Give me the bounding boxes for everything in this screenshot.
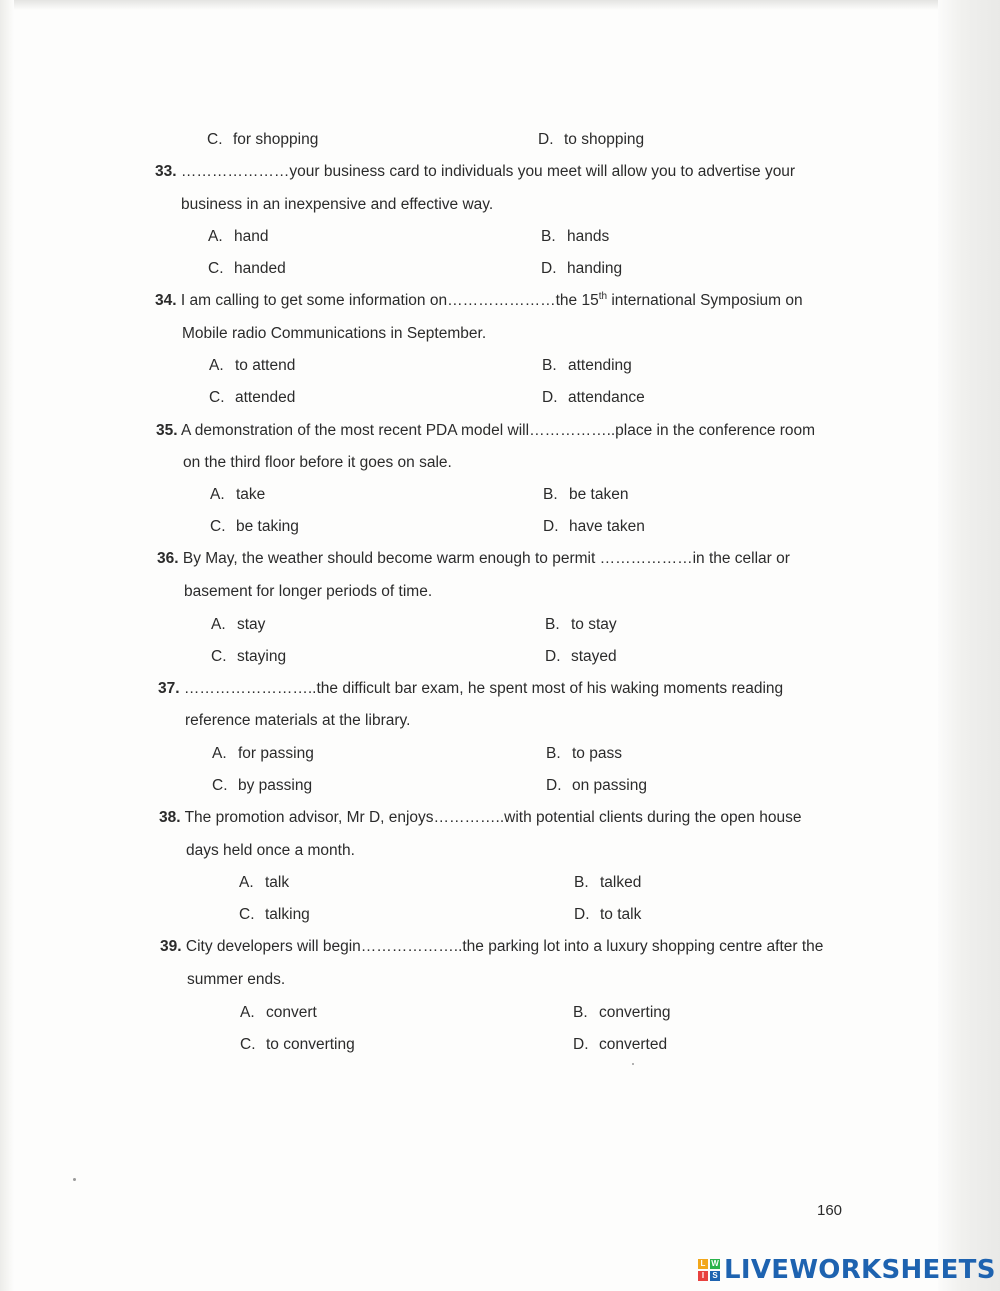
- q37-option-a[interactable]: A. for passing: [212, 745, 314, 762]
- q33-option-d[interactable]: D. handing: [541, 260, 623, 277]
- watermark-text: LIVEWORKSHEETS: [724, 1255, 996, 1285]
- scan-shadow-top: [0, 0, 940, 10]
- q39-stem: 39. City developers will begin………………..the parking lot into a luxury shopping centre after the: [160, 938, 824, 955]
- q37-stem: 37. ……………………..the difficult bar exam, he spent most of his waking moments reading: [158, 680, 784, 697]
- q36-stem-line2: basement for longer periods of time.: [184, 583, 433, 600]
- q38-option-c[interactable]: C. talking: [239, 906, 310, 923]
- q32-option-c[interactable]: C. for shopping: [207, 131, 319, 148]
- q35-option-d[interactable]: D. have taken: [543, 518, 645, 535]
- scan-shadow-left: [0, 0, 14, 1291]
- q34-option-b[interactable]: B. attending: [542, 357, 632, 374]
- q35-option-a[interactable]: A. take: [210, 486, 266, 503]
- liveworksheets-watermark[interactable]: [698, 1255, 996, 1285]
- q35-stem-line2: on the third floor before it goes on sale.: [183, 454, 452, 471]
- scan-speck: [73, 1178, 76, 1181]
- q37-option-c[interactable]: C. by passing: [212, 777, 313, 794]
- q37-option-b[interactable]: B. to pass: [546, 745, 622, 762]
- q38-option-b[interactable]: B. talked: [574, 874, 642, 891]
- q39-option-a[interactable]: A. convert: [240, 1004, 317, 1021]
- q33-stem-line2: business in an inexpensive and effective way.: [181, 196, 494, 213]
- q36-option-b[interactable]: B. to stay: [545, 616, 617, 633]
- q33-stem: 33. …………………your business card to individuals you meet will allow you to advertise your: [155, 163, 796, 180]
- q39-option-d[interactable]: D. converted: [573, 1036, 668, 1053]
- q36-option-d[interactable]: D. stayed: [545, 648, 617, 665]
- q35-option-b[interactable]: B. be taken: [543, 486, 629, 503]
- question-number: 39.: [160, 938, 182, 955]
- logo-cell: L: [698, 1259, 708, 1269]
- q38-stem: 38. The promotion advisor, Mr D, enjoys…………..with potential clients during the open house: [159, 809, 802, 826]
- question-number: 37.: [158, 680, 180, 697]
- q37-stem-line2: reference materials at the library.: [185, 712, 411, 729]
- q36-option-a[interactable]: A. stay: [211, 616, 266, 633]
- question-number: 36.: [157, 550, 179, 567]
- q33-option-c[interactable]: C. handed: [208, 260, 286, 277]
- question-number: 35.: [156, 422, 178, 439]
- q35-stem: 35. A demonstration of the most recent PDA model will……………..place in the conference room: [156, 422, 816, 439]
- page-number: 160: [817, 1202, 843, 1219]
- q34-option-d[interactable]: D. attendance: [542, 389, 645, 406]
- q34-stem-line2: Mobile radio Communications in September.: [182, 325, 487, 342]
- q32-option-d[interactable]: D. to shopping: [538, 131, 645, 148]
- q34-option-a[interactable]: A. to attend: [209, 357, 296, 374]
- q36-stem: 36. By May, the weather should become warm enough to permit ………………in the cellar or: [157, 550, 790, 567]
- q37-option-d[interactable]: D. on passing: [546, 777, 647, 794]
- q34-stem: 34. I am calling to get some information on…………………the 15th international Symposium on: [155, 290, 803, 309]
- q39-stem-line2: summer ends.: [187, 971, 286, 988]
- q39-option-b[interactable]: B. converting: [573, 1004, 671, 1021]
- q36-option-c[interactable]: C. staying: [211, 648, 287, 665]
- q39-option-c[interactable]: C. to converting: [240, 1036, 355, 1053]
- q38-option-d[interactable]: D. to talk: [574, 906, 642, 923]
- q35-option-c[interactable]: C. be taking: [210, 518, 299, 535]
- scan-speck: [632, 1063, 634, 1065]
- q38-option-a[interactable]: A. talk: [239, 874, 290, 891]
- question-number: 38.: [159, 809, 181, 826]
- logo-cell: I: [698, 1271, 708, 1281]
- scan-shadow-right: [938, 0, 1000, 1291]
- q33-option-a[interactable]: A. hand: [208, 228, 269, 245]
- q38-stem-line2: days held once a month.: [186, 842, 355, 859]
- question-number: 33.: [155, 163, 177, 180]
- q34-option-c[interactable]: C. attended: [209, 389, 296, 406]
- question-number: 34.: [155, 292, 177, 309]
- liveworksheets-logo-icon: [698, 1259, 720, 1281]
- logo-cell: W: [711, 1259, 719, 1268]
- logo-cell: S: [710, 1271, 720, 1281]
- q33-option-b[interactable]: B. hands: [541, 228, 610, 245]
